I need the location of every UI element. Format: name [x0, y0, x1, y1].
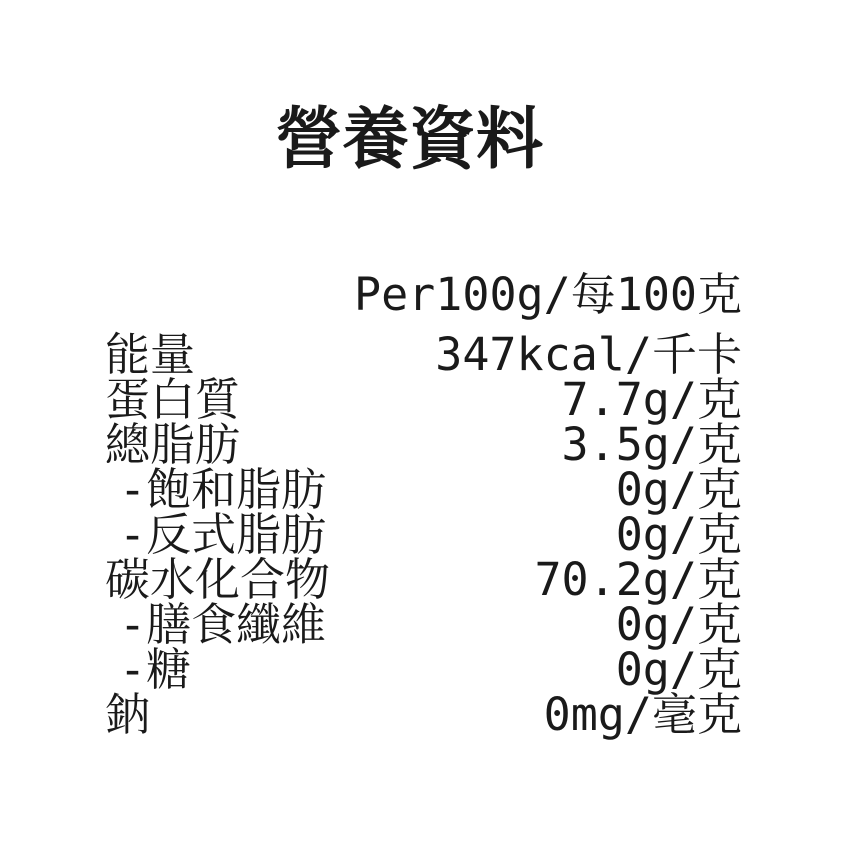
table-row-total-fat: [105, 418, 742, 471]
row-label: 蛋白質: [105, 373, 241, 426]
row-value: 0mg/毫克: [543, 688, 742, 741]
row-value: 3.5g/克: [561, 418, 742, 471]
page-title: 營養資料: [275, 100, 543, 178]
row-label: -飽和脂肪: [119, 463, 327, 516]
row-value: 7.7g/克: [561, 373, 742, 426]
row-label: 總脂肪: [105, 418, 241, 471]
row-label: -糖: [119, 643, 192, 696]
table-row-energy: [105, 328, 742, 381]
table-row-trans-fat: [105, 508, 742, 561]
row-value: 347kcal/千卡: [435, 328, 742, 381]
row-label: 碳水化合物: [105, 553, 331, 606]
row-label: -反式脂肪: [119, 508, 327, 561]
nutrition-table: [105, 268, 742, 741]
table-row-carbohydrate: [105, 553, 742, 606]
row-value: 0g/克: [615, 643, 742, 696]
nutrition-rows: [105, 328, 742, 741]
row-value: 0g/克: [615, 463, 742, 516]
row-value: 0g/克: [615, 508, 742, 561]
row-value: 0g/克: [615, 598, 742, 651]
row-label: 能量: [105, 328, 196, 381]
table-row-saturated-fat: [105, 463, 742, 516]
row-value: 70.2g/克: [534, 553, 742, 606]
table-row-protein: [105, 373, 742, 426]
per-100g-column-header: Per100g/每100克: [353, 268, 742, 321]
row-label: 鈉: [105, 688, 151, 741]
row-label: -膳食纖維: [119, 598, 327, 651]
table-row-sodium: [105, 688, 742, 741]
table-row-sugar: [105, 643, 742, 696]
table-row-dietary-fiber: [105, 598, 742, 651]
